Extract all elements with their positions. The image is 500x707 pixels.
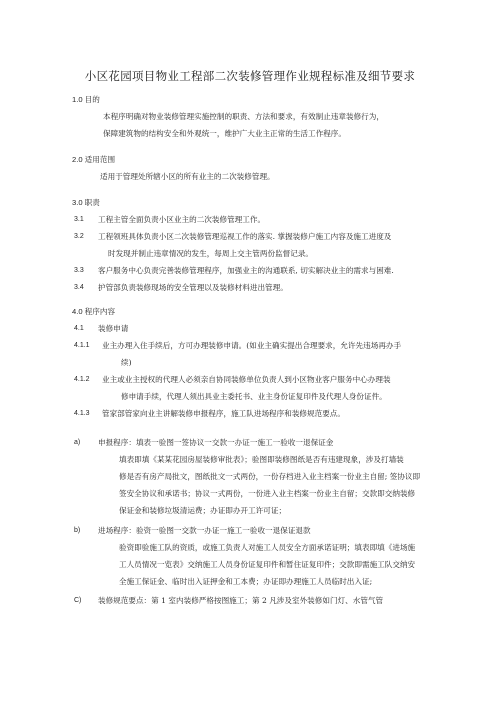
section-heading-duties: 3.0 职责 [72, 198, 100, 207]
section-heading-purpose: 1.0 目的 [72, 95, 100, 104]
item-number: 4.1.1 [74, 342, 90, 349]
list-text: 修是否有房产局批文，图纸批文一式两份，一份存档进入业主档案一份业主自留; 签协议即 [119, 472, 421, 481]
list-label: C) [74, 597, 82, 604]
list-head: 装修规范要点：第 1 室内装修严格按图施工；第 2 凡涉及室外装修如门灯、水管气管 [98, 596, 384, 605]
item-text: 工程领班具体负责小区二次装修管理巡视工作的落实. 掌握装修户施工内容及施工进度及 [98, 232, 392, 241]
subsection-label: 装修申请 [98, 324, 129, 333]
list-text: 填表即填《某某花园房屋装修审批表》；验图即装修图纸是否有违建现象，涉及打墙装 [119, 455, 404, 464]
item-text: 修申请手续，代理人须出具业主委托书、业主身份证复印件及代理人身份证件。 [121, 392, 387, 401]
list-label: a) [74, 439, 81, 446]
item-text: 护管部负责装修现场的安全管理以及装修材料进出管理。 [98, 283, 288, 292]
item-number: 3.3 [74, 267, 84, 274]
item-text: 业主办理入住手续后，方可办理装修申请。(如业主确实提出合理要求，允许先违场再办手 [102, 341, 402, 350]
item-text: 客户服务中心负责完善装修管理程序，加强业主的沟通联系, 切实解决业主的需求与困难. [98, 266, 394, 275]
item-text: 业主或业主授权的代理人必须亲自协同装修单位负责人到小区物业客户服务中心办理装 [102, 375, 391, 384]
item-number: 3.4 [74, 284, 84, 291]
list-text: 签安全协议和承诺书；协议一式两份，一份进入业主档案一份业主自留；交款即交纳装修 [119, 489, 416, 498]
item-text: 工程主管全面负责小区业主的二次装修管理工作。 [98, 215, 266, 224]
paragraph-line: 本程序明确对物业装修管理实施控制的职责、方法和要求，有效制止违章装修行为， [103, 112, 384, 121]
section-heading-procedure: 4.0 程序内容 [72, 307, 116, 316]
list-text: 验资即验施工队的资质，或施工负责人对施工人员安全方面承诺证明；填表即填《进场施 [119, 543, 416, 552]
paragraph-line: 保障建筑物的结构安全和外观统一，维护广大业主正常的生活工作程序。 [103, 129, 346, 138]
item-text: 管家部管家向业主讲解装修申报程序，施工队进场程序和装修规范要点。 [102, 409, 345, 418]
item-number: 4.1.3 [74, 410, 90, 417]
item-text: 续) [121, 358, 132, 367]
list-head: 申报程序：填表一验图一签协议一交款一办证一施工一验收一退保证金 [98, 438, 334, 447]
item-number: 4.1.2 [74, 376, 90, 383]
list-text: 保证金和装修垃圾清运费；办证即办开工许可证； [119, 506, 287, 515]
paragraph-line: 适用于管理处所辖小区的所有业主的二次装修管理。 [100, 172, 275, 181]
item-number: 3.1 [74, 216, 84, 223]
item-number: 3.2 [74, 233, 84, 240]
section-heading-scope: 2.0 适用范围 [72, 155, 116, 164]
list-label: b) [74, 527, 81, 534]
item-text: 时发现并制止违章情况的发生，每周上交主管两份监督记录。 [108, 249, 314, 258]
item-number: 4.1 [74, 325, 84, 332]
list-text: 工人员情况一览表》交纳施工人员身份证复印件和暂住证复印件；交款即需施工队交纳安 [119, 560, 416, 569]
list-text: 全施工保证金、临时出入证押金和工本费；办证即办理施工人员临时出入证; [119, 577, 373, 586]
document-title: 小区花园项目物业工程部二次装修管理作业规程标准及细节要求 [84, 69, 416, 83]
list-head: 进场程序：验资一验图一交款一办证一施工一验收一退保证退款 [98, 526, 311, 535]
